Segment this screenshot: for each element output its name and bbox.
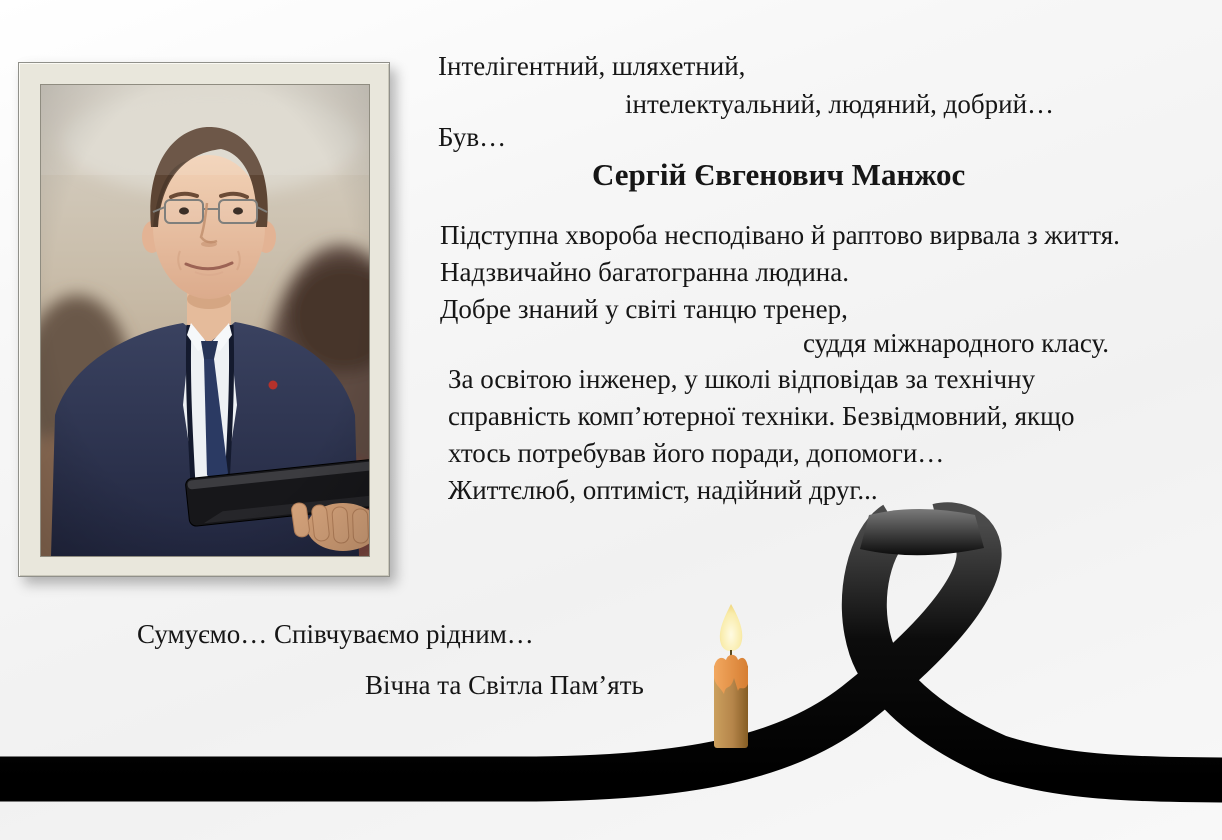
biography-line-3: хтось потребував його поради, допомоги… [448,438,945,468]
photo-frame [18,62,390,577]
memory-line: Вічна та Світла Пам’ять [365,670,644,700]
candle-icon [700,598,762,756]
biography-line-4: Життєлюб, оптиміст, надійний друг... [448,475,878,505]
deceased-name: Сергій Євгенович Манжос [592,157,966,192]
tribute-line-1: Підступна хвороба несподівано й раптово вирвала з життя. [440,220,1120,250]
tribute-line-2: Надзвичайно багатогранна людина. [440,257,849,287]
tribute-line-4: суддя міжнародного класу. [803,328,1110,358]
epitaph-line-1: Інтелігентний, шляхетний, [438,51,746,81]
tribute-line-3: Добре знаний у світі танцю тренер, [440,294,848,324]
epitaph-line-3: Був… [438,122,507,152]
epitaph-line-2: інтелектуальний, людяний, добрий… [625,89,1055,119]
biography-line-2: справність комп’ютерної техніки. Безвідмовний, якщо [448,401,1075,431]
portrait-photo [40,84,370,557]
biography-line-1: За освітою інженер, у школі відповідав за технічну [448,364,1036,394]
portrait-illustration [41,85,369,556]
condolence-line: Сумуємо… Співчуваємо рідним… [137,619,534,649]
